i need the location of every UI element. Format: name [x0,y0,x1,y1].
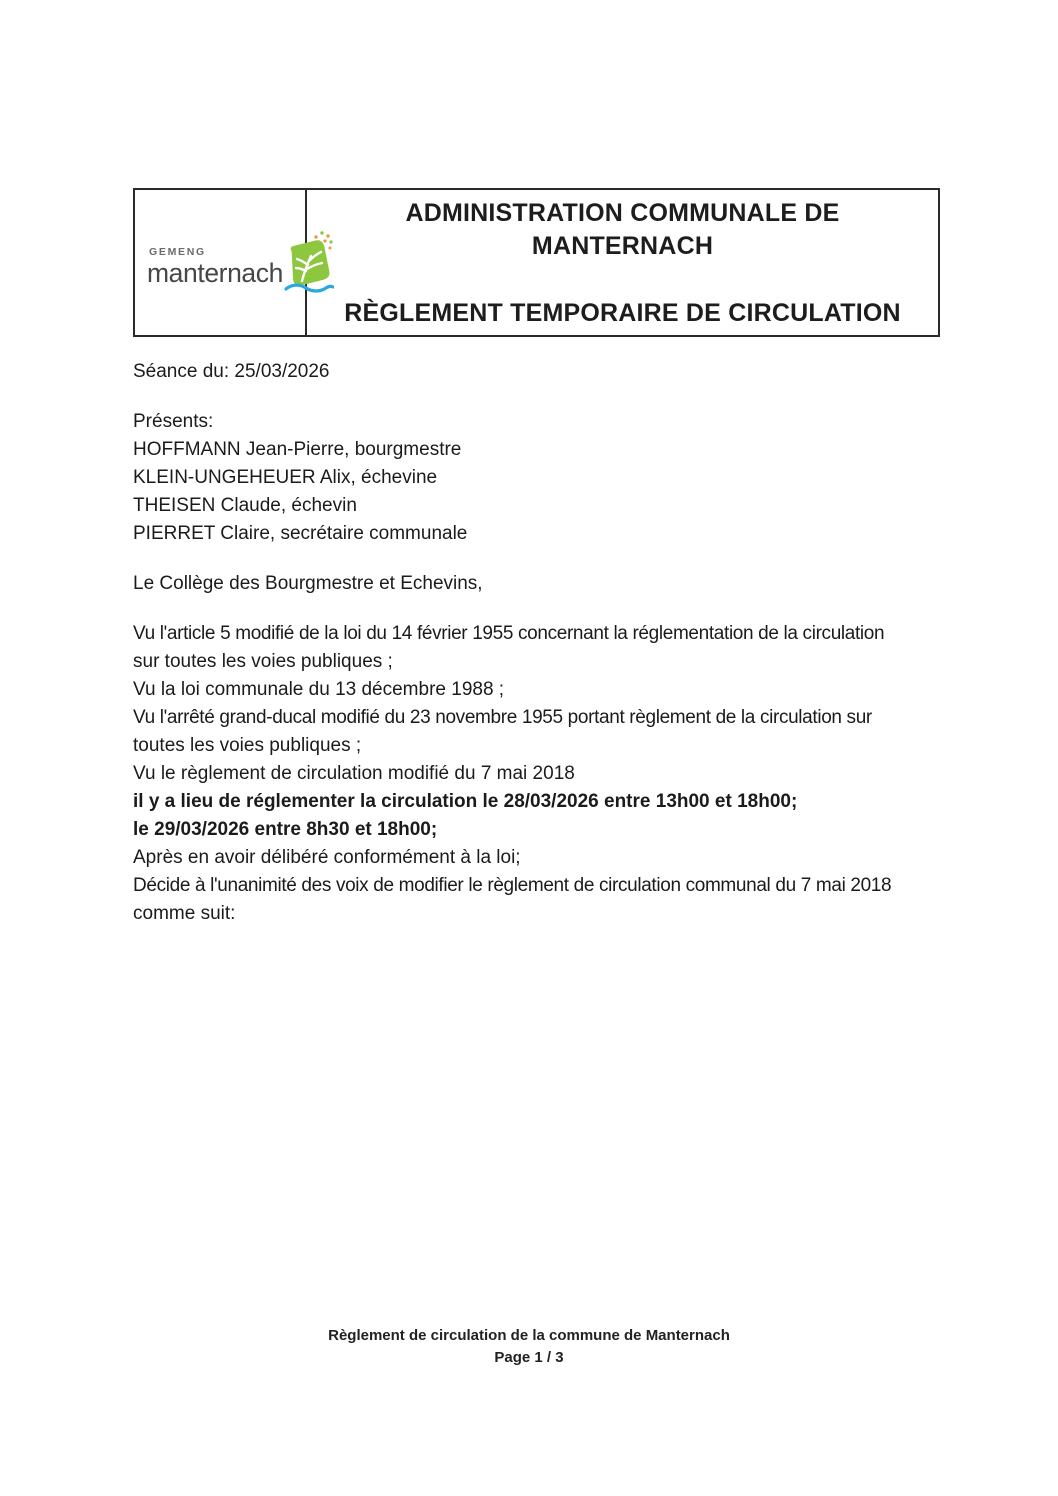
body-line: Vu le règlement de circulation modifié du 7 mai 2018 [133,763,575,784]
seance-date-line: Séance du: 25/03/2026 [133,361,330,382]
college-line: Le Collège des Bourgmestre et Echevins, [133,573,483,594]
header-title-line1: ADMINISTRATION COMMUNALE DE [405,199,840,227]
attendee-line: HOFFMANN Jean-Pierre, bourgmestre [133,439,462,460]
considerations-block [133,620,940,928]
body-line: sur toutes les voies publiques ; [133,651,393,672]
logo-gemeng-text: GEMENG [149,246,206,258]
body-line-bold: il y a lieu de réglementer la circulation le 28/03/2026 entre 13h00 et 18h00; [133,791,798,812]
attendee-line: THEISEN Claude, échevin [133,495,357,516]
body-line: toutes les voies publiques ; [133,735,362,756]
commune-logo [135,190,307,335]
body-line-bold: le 29/03/2026 entre 8h30 et 18h00; [133,819,438,840]
header-title [313,197,932,263]
body-line: Décide à l'unanimité des voix de modifier le règlement de circulation communal du 7 mai 2018 [133,875,892,896]
header-title-cell [307,190,938,335]
logo-name-text: manternach [147,258,283,288]
document-body [133,358,940,928]
page-footer [0,1325,1058,1369]
presents-block [133,408,940,548]
header-subtitle: RÈGLEMENT TEMPORAIRE DE CIRCULATION [344,299,901,327]
footer-page-number: Page 1 / 3 [494,1349,564,1366]
body-line: Après en avoir délibéré conformément à la loi; [133,847,521,868]
attendee-line: KLEIN-UNGEHEUER Alix, échevine [133,467,438,488]
manternach-tree-icon [284,229,334,299]
body-line: Vu l'article 5 modifié de la loi du 14 février 1955 concernant la réglementation de la circulation [133,623,885,644]
body-line: comme suit: [133,903,236,924]
header-title-line2: MANTERNACH [531,232,714,260]
presents-label: Présents: [133,411,214,432]
body-line: Vu la loi communale du 13 décembre 1988 ; [133,679,505,700]
document-header [133,188,940,337]
footer-title: Règlement de circulation de la commune de Manternach [328,1327,730,1344]
attendee-line: PIERRET Claire, secrétaire communale [133,523,468,544]
body-line: Vu l'arrêté grand-ducal modifié du 23 novembre 1955 portant règlement de la circulation sur [133,707,872,728]
